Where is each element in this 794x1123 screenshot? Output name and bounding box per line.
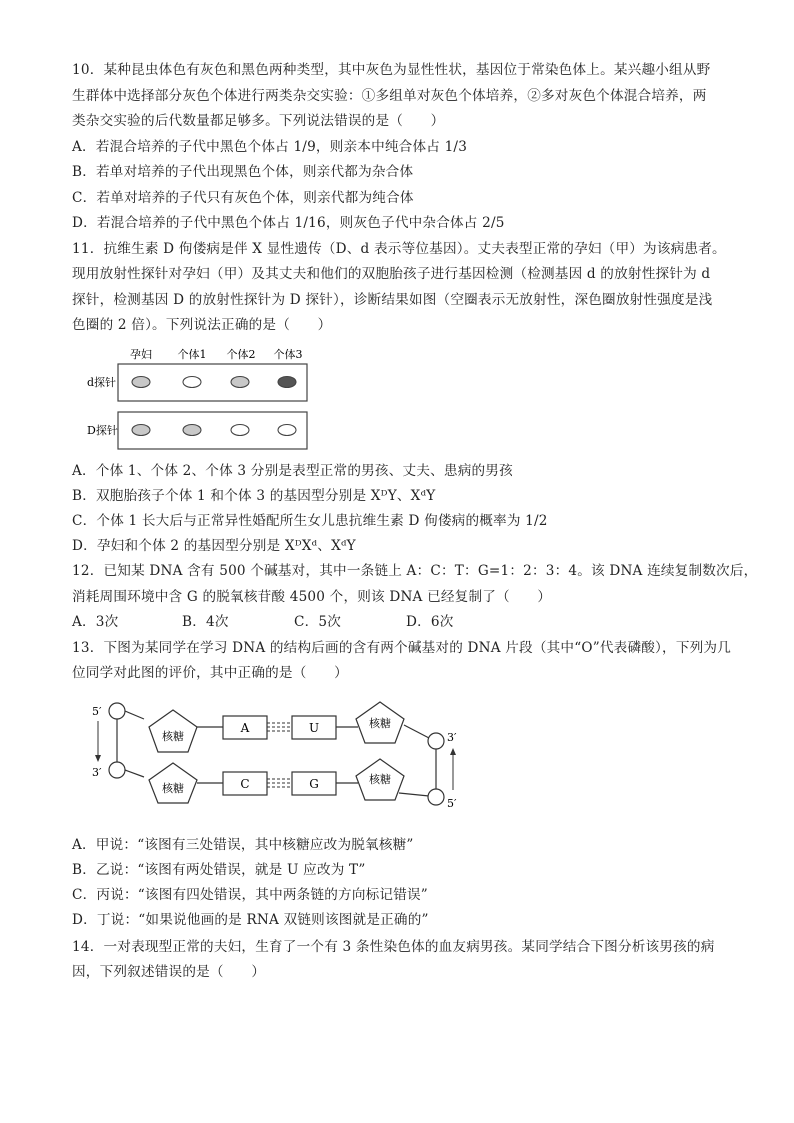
dna-fragment-figure — [86, 697, 466, 822]
q13-option-c: C．丙说：“该图有四处错误，其中两条链的方向标记错误” — [72, 887, 428, 903]
bond-s3-p3 — [404, 725, 429, 738]
d-probe-dot-individual-3 — [278, 377, 296, 388]
phosphate-top-right — [428, 733, 444, 749]
base-u-label: U — [308, 721, 320, 735]
q10-stem-line-1: 10．某种昆虫体色有灰色和黑色两种类型，其中灰色为显性性状，基因位于常染色体上。某兴趣小组从野 — [72, 62, 711, 78]
q12-option-c: C．5次 — [294, 614, 342, 630]
q14-stem-line-1: 14．一对表现型正常的夫妇，生育了一个有 3 条性染色体的血友病男孩。某同学结合下图分析该男孩的病 — [72, 939, 715, 955]
base-c-label: C — [240, 777, 250, 791]
q12-stem-line-2: 消耗周围环境中含 G 的脱氧核苷酸 4500 个，则该 DNA 已经复制了（ ） — [72, 589, 552, 605]
arrowhead-up-icon — [450, 748, 456, 755]
arrowhead-down-icon — [95, 755, 101, 762]
column-label-pregnant: 孕妇 — [130, 348, 152, 361]
q12-options — [72, 613, 454, 631]
bond-p2-s2 — [125, 770, 144, 777]
q14-stem-line-2: 因，下列叙述错误的是（ ） — [72, 964, 266, 980]
d-probe-dot-individual-2 — [231, 377, 249, 388]
q12-option-b: B．4次 — [182, 614, 229, 630]
q12-option-a: A．3次 — [72, 614, 119, 630]
bond-p1-s1 — [125, 711, 144, 719]
column-label-individual-1: 个体1 — [177, 348, 207, 361]
row-label-d-probe: d探针 — [87, 376, 117, 389]
phosphate-bottom-right — [428, 789, 444, 805]
q10-option-c: C．若单对培养的子代只有灰色个体，则亲代都为纯合体 — [72, 190, 414, 206]
q10-option-d: D．若混合培养的子代中黑色个体占 1/16，则灰色子代中杂合体占 2/5 — [72, 215, 505, 231]
q10-option-b: B．若单对培养的子代出现黑色个体，则亲代都为杂合体 — [72, 164, 414, 180]
D-probe-dot-individual-2 — [231, 425, 249, 436]
phosphate-bottom-left — [109, 762, 125, 778]
label-5prime-right: 5′ — [447, 797, 457, 810]
column-label-individual-3: 个体3 — [273, 348, 303, 361]
probe-result-figure — [80, 343, 320, 455]
base-g-label: G — [309, 777, 319, 791]
q10-stem-line-2: 生群体中选择部分灰色个体进行两类杂交实验：①多组单对灰色个体培养，②多对灰色个体混合培养，两 — [72, 88, 707, 104]
label-3prime-left: 3′ — [92, 766, 102, 779]
q10-option-a: A．若混合培养的子代中黑色个体占 1/9，则亲本中纯合体占 1/3 — [72, 139, 468, 155]
q13-option-d: D．丁说：“如果说他画的是 RNA 双链则该图就是正确的” — [72, 912, 429, 928]
q11-option-c: C．个体 1 长大后与正常异性婚配所生女儿患抗维生素 D 佝偻病的概率为 1/2 — [72, 513, 548, 529]
d-probe-dot-individual-1 — [183, 377, 201, 388]
q11-option-b: B．双胞胎孩子个体 1 和个体 3 的基因型分别是 XᴰY、XᵈY — [72, 488, 436, 504]
label-3prime-right: 3′ — [447, 731, 457, 744]
sugar-label-top-left: 核糖 — [162, 730, 184, 743]
bond-s4-p4 — [399, 793, 429, 796]
column-label-individual-2: 个体2 — [226, 348, 256, 361]
base-a-label: A — [240, 721, 250, 735]
q12-option-d: D．6次 — [406, 614, 454, 630]
q13-stem-line-2: 位同学对此图的评价，其中正确的是（ ） — [72, 665, 348, 681]
q13-option-a: A．甲说：“该图有三处错误，其中核糖应改为脱氧核糖” — [72, 837, 414, 853]
label-5prime-left: 5′ — [92, 705, 102, 718]
d-probe-dot-pregnant — [132, 377, 150, 388]
q11-option-d: D．孕妇和个体 2 的基因型分别是 XᴰXᵈ、XᵈY — [72, 538, 356, 554]
q11-stem-line-3: 探针，检测基因 D 的放射性探针为 D 探针），诊断结果如图（空圈表示无放射性，深色圈放射性强度是浅 — [72, 292, 713, 308]
q11-stem-line-4: 色圈的 2 倍）。下列说法正确的是（ ） — [72, 317, 332, 333]
q11-option-a: A．个体 1、个体 2、个体 3 分别是表型正常的男孩、丈夫、患病的男孩 — [72, 463, 513, 479]
q10-stem-line-3: 类杂交实验的后代数量都足够多。下列说法错误的是（ ） — [72, 113, 445, 129]
q11-stem-line-2: 现用放射性探针对孕妇（甲）及其丈夫和他们的双胞胎孩子进行基因检测（检测基因 d 的放射性探针为 d — [72, 266, 711, 282]
phosphate-top-left — [109, 703, 125, 719]
sugar-label-bottom-right: 核糖 — [369, 773, 391, 786]
q11-stem-line-1: 11．抗维生素 D 佝偻病是伴 X 显性遗传（D、d 表示等位基因）。丈夫表型正常的孕妇（甲）为该病患者。 — [72, 241, 726, 257]
sugar-label-bottom-left: 核糖 — [162, 782, 184, 795]
q13-option-b: B．乙说：“该图有两处错误，就是 U 应改为 T” — [72, 862, 366, 878]
D-probe-dot-individual-3 — [278, 425, 296, 436]
sugar-label-top-right: 核糖 — [369, 717, 391, 730]
D-probe-dot-individual-1 — [183, 425, 201, 436]
row-label-D-probe: D探针 — [87, 424, 118, 437]
q13-stem-line-1: 13．下图为某同学在学习 DNA 的结构后画的含有两个碱基对的 DNA 片段（其中“O”代表磷酸），下列为几 — [72, 640, 731, 656]
D-probe-dot-pregnant — [132, 425, 150, 436]
q12-stem-line-1: 12．已知某 DNA 含有 500 个碱基对，其中一条链上 A：C：T：G=1：2：3：4。该 DNA 连续复制数次后， — [72, 563, 758, 579]
